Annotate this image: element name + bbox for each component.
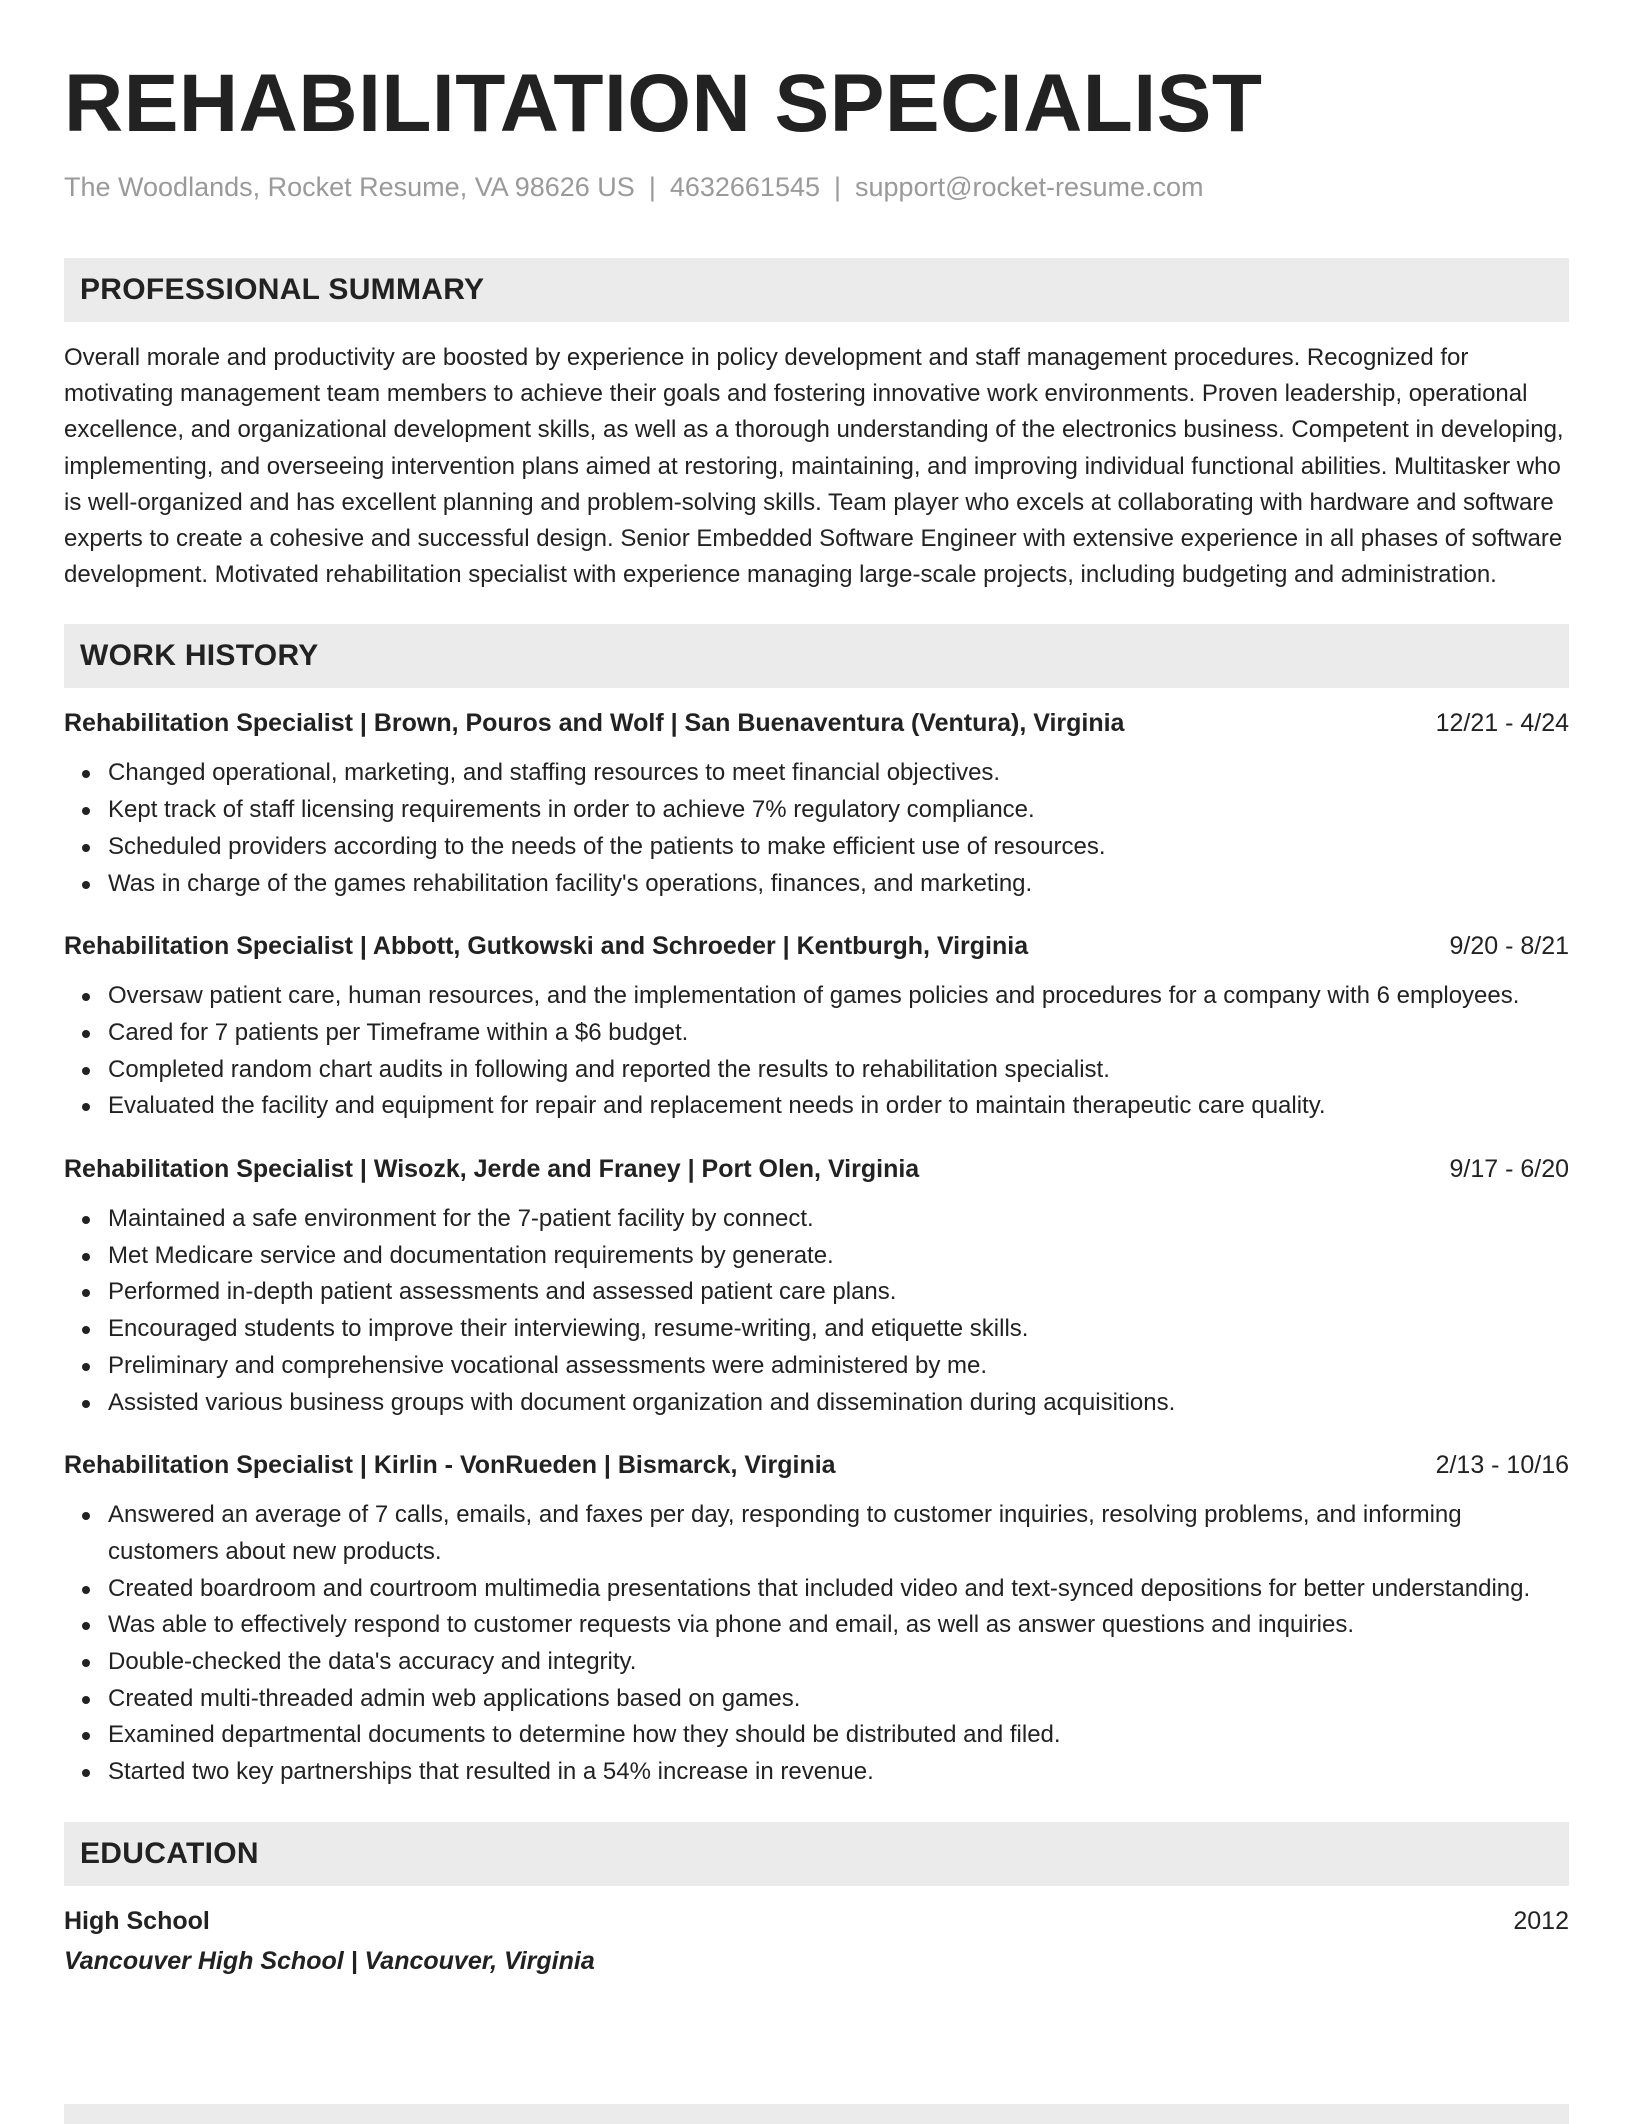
section-header-education: EDUCATION: [64, 1822, 1569, 1886]
page-title: REHABILITATION SPECIALIST: [64, 58, 1263, 149]
job-entry: [64, 1152, 1569, 1421]
bullet-item: Cared for 7 patients per Timeframe within a $6 budget.: [108, 1015, 1569, 1052]
job-bullets: [64, 1497, 1569, 1791]
education-row: [64, 1904, 1569, 1938]
bullet-item: Scheduled providers according to the needs of the patients to make efficient use of resources.: [108, 829, 1569, 866]
job-dates: 9/20 - 8/21: [1449, 932, 1569, 961]
section-header-summary: PROFESSIONAL SUMMARY: [64, 258, 1569, 322]
contact-address: The Woodlands, Rocket Resume, VA 98626 US: [64, 172, 635, 202]
bullet-item: Assisted various business groups with document organization and dissemination during acquisitions.: [108, 1385, 1569, 1422]
section-header-work-history: WORK HISTORY: [64, 624, 1569, 688]
bullet-item: Met Medicare service and documentation requirements by generate.: [108, 1238, 1569, 1275]
contact-line: [64, 170, 1569, 204]
section-header-next: [64, 2104, 1569, 2124]
bullet-item: Maintained a safe environment for the 7-patient facility by connect.: [108, 1201, 1569, 1238]
job-entry: [64, 929, 1569, 1125]
education-degree: High School: [64, 1906, 210, 1935]
education-school: Vancouver High School | Vancouver, Virginia: [64, 1946, 595, 1975]
bullet-item: Kept track of staff licensing requirements in order to achieve 7% regulatory compliance.: [108, 792, 1569, 829]
contact-phone: 4632661545: [669, 172, 820, 202]
bullet-item: Completed random chart audits in following and reported the results to rehabilitation specialist.: [108, 1052, 1569, 1089]
job-heading-row: [64, 706, 1569, 740]
bullet-item: Evaluated the facility and equipment for repair and replacement needs in order to maintain therapeutic care quality.: [108, 1088, 1569, 1125]
bullet-item: Encouraged students to improve their interviewing, resume-writing, and etiquette skills.: [108, 1311, 1569, 1348]
job-heading-row: [64, 1152, 1569, 1186]
bullet-item: Preliminary and comprehensive vocational assessments were administered by me.: [108, 1348, 1569, 1385]
job-heading-row: [64, 929, 1569, 963]
contact-separator: |: [648, 172, 656, 202]
job-title: Rehabilitation Specialist | Brown, Pouros and Wolf | San Buenaventura (Ventura), Virginia: [64, 709, 1125, 738]
contact-email: support@rocket-resume.com: [855, 172, 1204, 202]
resume-page: [64, 0, 1569, 1978]
bullet-item: Examined departmental documents to determine how they should be distributed and filed.: [108, 1717, 1569, 1754]
bullet-item: Was in charge of the games rehabilitation facility's operations, finances, and marketing.: [108, 866, 1569, 903]
job-dates: 9/17 - 6/20: [1449, 1155, 1569, 1184]
job-heading-row: [64, 1448, 1569, 1482]
bullet-item: Oversaw patient care, human resources, and the implementation of games policies and procedures for a company with 6 employees.: [108, 978, 1569, 1015]
job-title: Rehabilitation Specialist | Kirlin - VonRueden | Bismarck, Virginia: [64, 1451, 836, 1480]
job-dates: 2/13 - 10/16: [1435, 1451, 1569, 1480]
bullet-item: Double-checked the data's accuracy and integrity.: [108, 1644, 1569, 1681]
job-bullets: [64, 978, 1569, 1125]
job-bullets: [64, 1201, 1569, 1421]
education-year: 2012: [1513, 1906, 1569, 1935]
job-bullets: [64, 755, 1569, 902]
bullet-item: Was able to effectively respond to customer requests via phone and email, as well as answer questions and inquiries.: [108, 1607, 1569, 1644]
bullet-item: Created boardroom and courtroom multimedia presentations that included video and text-synced depositions for better understanding.: [108, 1571, 1569, 1608]
job-title: Rehabilitation Specialist | Wisozk, Jerde and Franey | Port Olen, Virginia: [64, 1155, 920, 1184]
summary-text: Overall morale and productivity are boosted by experience in policy development and staff management procedures. Recognized for motivating management team members to achieve their goals and fostering innovative work environments. Proven leadership, operational excellence, and organizational development skills, as well as a thorough understanding of the electronics business. Competent in developing, implementing, and overseeing intervention plans aimed at restoring, maintaining, and improving individual functional abilities. Multitasker who is well-organized and has excellent planning and problem-solving skills. Team player who excels at collaborating with hardware and software experts to create a cohesive and successful design. Senior Embedded Software Engineer with extensive experience in all phases of software development. Motivated rehabilitation specialist with experience managing large-scale projects, including budgeting and administration.: [64, 344, 1564, 589]
bullet-item: Changed operational, marketing, and staffing resources to meet financial objectives.: [108, 755, 1569, 792]
bullet-item: Created multi-threaded admin web applications based on games.: [108, 1681, 1569, 1718]
bullet-item: Started two key partnerships that resulted in a 54% increase in revenue.: [108, 1754, 1569, 1791]
job-title: Rehabilitation Specialist | Abbott, Gutkowski and Schroeder | Kentburgh, Virginia: [64, 932, 1029, 961]
job-dates: 12/21 - 4/24: [1435, 709, 1569, 738]
job-entry: [64, 1448, 1569, 1791]
bullet-item: Answered an average of 7 calls, emails, and faxes per day, responding to customer inquiries, resolving problems, and informing customers about new products.: [108, 1497, 1569, 1570]
contact-separator: |: [834, 172, 842, 202]
bullet-item: Performed in-depth patient assessments and assessed patient care plans.: [108, 1274, 1569, 1311]
job-entry: [64, 706, 1569, 902]
